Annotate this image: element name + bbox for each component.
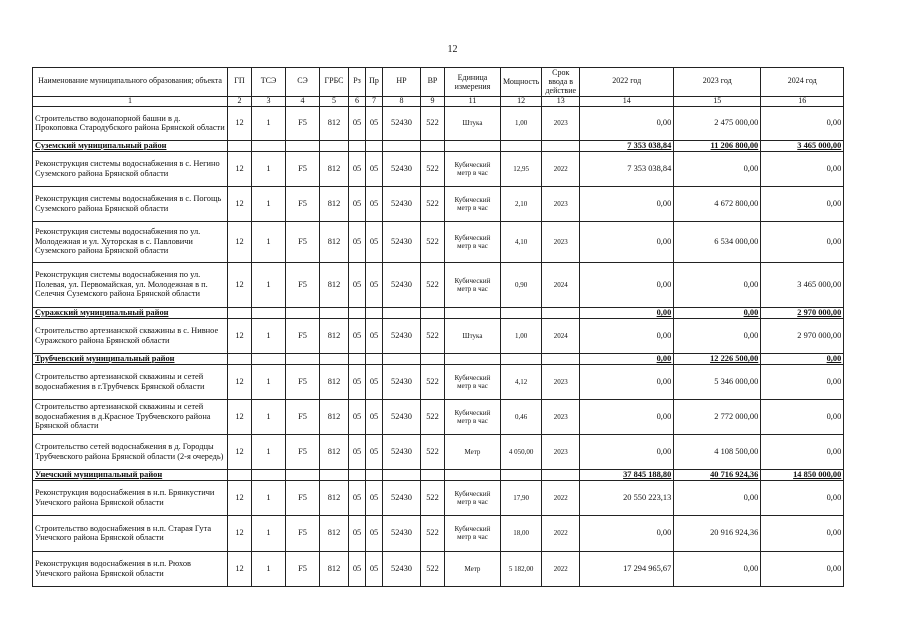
pr-cell: 05 (366, 186, 383, 221)
pr-cell: 05 (366, 151, 383, 186)
district-group-row (33, 307, 844, 318)
header-unit: Единица измерения (445, 68, 501, 97)
power-cell: 18,00 (501, 515, 542, 551)
gp-cell: 12 (228, 106, 252, 140)
header-tse: ТСЭ (252, 68, 286, 97)
tse-cell: 1 (252, 434, 286, 469)
empty-cell (286, 353, 320, 364)
header-grbs: ГРБС (320, 68, 349, 97)
rz-cell: 05 (349, 364, 366, 399)
vr-cell: 522 (421, 221, 445, 262)
grbs-cell: 812 (320, 551, 349, 586)
power-cell: 0,46 (501, 399, 542, 434)
amount-2022: 0,00 (580, 262, 674, 307)
unit-cell: Метр (445, 434, 501, 469)
amount-2023: 2 772 000,00 (674, 399, 761, 434)
col-number: 4 (286, 96, 320, 106)
district-total: 12 226 500,00 (674, 353, 761, 364)
object-name: Реконструкция водоснабжения в н.п. Рюхов Унечского района Брянской области (33, 551, 228, 586)
pr-cell: 05 (366, 399, 383, 434)
object-name: Реконструкция системы водоснабжения по ул. Молодежная и ул. Хуторская в с. Павловичи Суземского района Брянской области (33, 221, 228, 262)
gp-cell: 12 (228, 151, 252, 186)
unit-cell: Метр (445, 551, 501, 586)
header-pr: Пр (366, 68, 383, 97)
col-number: 12 (501, 96, 542, 106)
object-name: Реконструкция системы водоснабжения по ул. Полевая, ул. Первомайская, ул. Молодежная в п. Селечня Суземского района Брянской области (33, 262, 228, 307)
vr-cell: 522 (421, 262, 445, 307)
amount-2022: 17 294 965,67 (580, 551, 674, 586)
amount-2024: 0,00 (761, 151, 844, 186)
col-number: 2 (228, 96, 252, 106)
power-cell: 5 182,00 (501, 551, 542, 586)
empty-cell (320, 353, 349, 364)
nr-cell: 52430 (383, 480, 421, 515)
district-total: 14 850 000,00 (761, 469, 844, 480)
tse-cell: 1 (252, 262, 286, 307)
gp-cell: 12 (228, 551, 252, 586)
object-name: Строительство водонапорной башни в д. Прокоповка Стародубского района Брянской области (33, 106, 228, 140)
empty-cell (228, 353, 252, 364)
district-group-row (33, 469, 844, 480)
se-cell: F5 (286, 186, 320, 221)
amount-2024: 0,00 (761, 515, 844, 551)
col-number: 15 (674, 96, 761, 106)
empty-cell (252, 353, 286, 364)
amount-2024: 0,00 (761, 221, 844, 262)
gp-cell: 12 (228, 262, 252, 307)
empty-cell (383, 140, 421, 151)
unit-cell: Кубический метр в час (445, 186, 501, 221)
se-cell: F5 (286, 364, 320, 399)
se-cell: F5 (286, 151, 320, 186)
rz-cell: 05 (349, 480, 366, 515)
col-number: 14 (580, 96, 674, 106)
grbs-cell: 812 (320, 318, 349, 353)
district-total: 37 845 188,80 (580, 469, 674, 480)
col-number: 13 (542, 96, 580, 106)
amount-2023: 0,00 (674, 551, 761, 586)
rz-cell: 05 (349, 221, 366, 262)
se-cell: F5 (286, 480, 320, 515)
object-name: Строительство артезианской скважины и сетей водоснабжения в д.Красное Трубчевского района Брянской области (33, 399, 228, 434)
vr-cell: 522 (421, 151, 445, 186)
gp-cell: 12 (228, 221, 252, 262)
table-body (33, 68, 844, 587)
header-nr: НР (383, 68, 421, 97)
se-cell: F5 (286, 399, 320, 434)
empty-cell (228, 140, 252, 151)
pr-cell: 05 (366, 262, 383, 307)
empty-cell (349, 307, 366, 318)
district-group-row (33, 140, 844, 151)
nr-cell: 52430 (383, 551, 421, 586)
header-2023: 2023 год (674, 68, 761, 97)
vr-cell: 522 (421, 106, 445, 140)
header-gp: ГП (228, 68, 252, 97)
object-name: Строительство артезианской скважины в с. Нивное Суражского района Брянской области (33, 318, 228, 353)
empty-cell (501, 140, 542, 151)
object-row (33, 151, 844, 186)
unit-cell: Кубический метр в час (445, 480, 501, 515)
unit-cell: Кубический метр в час (445, 399, 501, 434)
amount-2022: 0,00 (580, 221, 674, 262)
amount-2024: 0,00 (761, 364, 844, 399)
pr-cell: 05 (366, 364, 383, 399)
nr-cell: 52430 (383, 318, 421, 353)
district-name: Унечский муниципальный район (33, 469, 228, 480)
empty-cell (366, 469, 383, 480)
power-cell: 4,10 (501, 221, 542, 262)
amount-2023: 4 108 500,00 (674, 434, 761, 469)
nr-cell: 52430 (383, 515, 421, 551)
object-row (33, 262, 844, 307)
term-cell: 2023 (542, 106, 580, 140)
empty-cell (542, 140, 580, 151)
col-number: 11 (445, 96, 501, 106)
amount-2023: 20 916 924,36 (674, 515, 761, 551)
amount-2024: 3 465 000,00 (761, 262, 844, 307)
gp-cell: 12 (228, 399, 252, 434)
rz-cell: 05 (349, 106, 366, 140)
district-group-row (33, 353, 844, 364)
unit-cell: Штука (445, 106, 501, 140)
empty-cell (383, 307, 421, 318)
grbs-cell: 812 (320, 399, 349, 434)
col-number: 16 (761, 96, 844, 106)
empty-cell (286, 307, 320, 318)
empty-cell (501, 307, 542, 318)
page-number: 12 (447, 44, 458, 55)
object-row (33, 318, 844, 353)
empty-cell (421, 353, 445, 364)
col-number: 7 (366, 96, 383, 106)
amount-2023: 0,00 (674, 318, 761, 353)
power-cell: 17,90 (501, 480, 542, 515)
tse-cell: 1 (252, 551, 286, 586)
amount-2023: 0,00 (674, 480, 761, 515)
district-total: 0,00 (580, 353, 674, 364)
empty-cell (501, 469, 542, 480)
tse-cell: 1 (252, 151, 286, 186)
pr-cell: 05 (366, 434, 383, 469)
grbs-cell: 812 (320, 434, 349, 469)
empty-cell (542, 307, 580, 318)
power-cell: 2,10 (501, 186, 542, 221)
grbs-cell: 812 (320, 364, 349, 399)
col-number: 9 (421, 96, 445, 106)
rz-cell: 05 (349, 151, 366, 186)
rz-cell: 05 (349, 399, 366, 434)
power-cell: 12,95 (501, 151, 542, 186)
unit-cell: Кубический метр в час (445, 262, 501, 307)
term-cell: 2023 (542, 221, 580, 262)
empty-cell (445, 469, 501, 480)
grbs-cell: 812 (320, 515, 349, 551)
object-name: Строительство артезианской скважины и сетей водоснабжения в г.Трубчевск Брянской области (33, 364, 228, 399)
amount-2023: 0,00 (674, 262, 761, 307)
district-name: Суражский муниципальный район (33, 307, 228, 318)
unit-cell: Кубический метр в час (445, 515, 501, 551)
empty-cell (366, 353, 383, 364)
amount-2022: 0,00 (580, 106, 674, 140)
rz-cell: 05 (349, 434, 366, 469)
object-row (33, 434, 844, 469)
tse-cell: 1 (252, 515, 286, 551)
header-term: Срок ввода в действие (542, 68, 580, 97)
empty-cell (228, 469, 252, 480)
amount-2022: 0,00 (580, 364, 674, 399)
empty-cell (421, 140, 445, 151)
budget-table (32, 67, 844, 587)
power-cell: 0,90 (501, 262, 542, 307)
object-row (33, 106, 844, 140)
term-cell: 2024 (542, 262, 580, 307)
header-se: СЭ (286, 68, 320, 97)
district-total: 0,00 (580, 307, 674, 318)
amount-2024: 2 970 000,00 (761, 318, 844, 353)
term-cell: 2023 (542, 364, 580, 399)
amount-2023: 5 346 000,00 (674, 364, 761, 399)
amount-2022: 0,00 (580, 515, 674, 551)
amount-2024: 0,00 (761, 186, 844, 221)
empty-cell (252, 307, 286, 318)
grbs-cell: 812 (320, 151, 349, 186)
nr-cell: 52430 (383, 186, 421, 221)
nr-cell: 52430 (383, 106, 421, 140)
nr-cell: 52430 (383, 221, 421, 262)
col-number: 5 (320, 96, 349, 106)
grbs-cell: 812 (320, 221, 349, 262)
se-cell: F5 (286, 221, 320, 262)
pr-cell: 05 (366, 551, 383, 586)
grbs-cell: 812 (320, 106, 349, 140)
empty-cell (542, 353, 580, 364)
object-row (33, 515, 844, 551)
district-total: 0,00 (674, 307, 761, 318)
se-cell: F5 (286, 515, 320, 551)
nr-cell: 52430 (383, 399, 421, 434)
empty-cell (501, 353, 542, 364)
header-name: Наименование муниципального образования; объекта (33, 68, 228, 97)
tse-cell: 1 (252, 106, 286, 140)
gp-cell: 12 (228, 318, 252, 353)
object-name: Строительство сетей водоснабжения в д. Городцы Трубчевского района Брянской области (2-я очередь) (33, 434, 228, 469)
district-total: 2 970 000,00 (761, 307, 844, 318)
district-total: 0,00 (761, 353, 844, 364)
header-2022: 2022 год (580, 68, 674, 97)
grbs-cell: 812 (320, 480, 349, 515)
empty-cell (445, 140, 501, 151)
amount-2023: 0,00 (674, 151, 761, 186)
vr-cell: 522 (421, 318, 445, 353)
unit-cell: Кубический метр в час (445, 151, 501, 186)
object-name: Реконструкция водоснабжения в н.п. Брянкустичи Унечского района Брянской области (33, 480, 228, 515)
amount-2022: 0,00 (580, 186, 674, 221)
empty-cell (383, 469, 421, 480)
power-cell: 4,12 (501, 364, 542, 399)
col-number: 6 (349, 96, 366, 106)
empty-cell (349, 140, 366, 151)
nr-cell: 52430 (383, 364, 421, 399)
empty-cell (320, 307, 349, 318)
column-number-row (33, 96, 844, 106)
unit-cell: Кубический метр в час (445, 364, 501, 399)
se-cell: F5 (286, 106, 320, 140)
col-number: 3 (252, 96, 286, 106)
amount-2023: 6 534 000,00 (674, 221, 761, 262)
nr-cell: 52430 (383, 434, 421, 469)
vr-cell: 522 (421, 434, 445, 469)
district-total: 7 353 038,84 (580, 140, 674, 151)
amount-2022: 0,00 (580, 399, 674, 434)
amount-2024: 0,00 (761, 551, 844, 586)
empty-cell (320, 140, 349, 151)
amount-2022: 0,00 (580, 434, 674, 469)
se-cell: F5 (286, 318, 320, 353)
object-row (33, 221, 844, 262)
object-name: Реконструкция системы водоснабжения в с. Негино Суземского района Брянской области (33, 151, 228, 186)
col-number: 8 (383, 96, 421, 106)
object-name: Реконструкция системы водоснабжения в с. Погощь Суземского района Брянской области (33, 186, 228, 221)
gp-cell: 12 (228, 480, 252, 515)
tse-cell: 1 (252, 364, 286, 399)
tse-cell: 1 (252, 221, 286, 262)
object-row (33, 186, 844, 221)
tse-cell: 1 (252, 399, 286, 434)
vr-cell: 522 (421, 364, 445, 399)
term-cell: 2022 (542, 551, 580, 586)
empty-cell (252, 140, 286, 151)
object-row (33, 551, 844, 586)
header-row (33, 68, 844, 97)
empty-cell (542, 469, 580, 480)
rz-cell: 05 (349, 551, 366, 586)
term-cell: 2022 (542, 515, 580, 551)
district-total: 40 716 924,36 (674, 469, 761, 480)
object-row (33, 364, 844, 399)
rz-cell: 05 (349, 318, 366, 353)
amount-2024: 0,00 (761, 106, 844, 140)
gp-cell: 12 (228, 364, 252, 399)
header-2024: 2024 год (761, 68, 844, 97)
amount-2024: 0,00 (761, 399, 844, 434)
amount-2023: 2 475 000,00 (674, 106, 761, 140)
district-total: 3 465 000,00 (761, 140, 844, 151)
amount-2024: 0,00 (761, 434, 844, 469)
se-cell: F5 (286, 262, 320, 307)
empty-cell (421, 469, 445, 480)
amount-2022: 20 550 223,13 (580, 480, 674, 515)
tse-cell: 1 (252, 318, 286, 353)
col-number: 1 (33, 96, 228, 106)
vr-cell: 522 (421, 399, 445, 434)
district-name: Суземский муниципальный район (33, 140, 228, 151)
header-rz: Рз (349, 68, 366, 97)
power-cell: 1,00 (501, 318, 542, 353)
gp-cell: 12 (228, 515, 252, 551)
empty-cell (366, 140, 383, 151)
object-row (33, 480, 844, 515)
amount-2022: 7 353 038,84 (580, 151, 674, 186)
grbs-cell: 812 (320, 262, 349, 307)
header-vr: ВР (421, 68, 445, 97)
se-cell: F5 (286, 434, 320, 469)
term-cell: 2024 (542, 318, 580, 353)
term-cell: 2023 (542, 399, 580, 434)
unit-cell: Штука (445, 318, 501, 353)
rz-cell: 05 (349, 515, 366, 551)
tse-cell: 1 (252, 186, 286, 221)
pr-cell: 05 (366, 221, 383, 262)
empty-cell (252, 469, 286, 480)
district-name: Трубчевский муниципальный район (33, 353, 228, 364)
amount-2022: 0,00 (580, 318, 674, 353)
pr-cell: 05 (366, 318, 383, 353)
rz-cell: 05 (349, 186, 366, 221)
nr-cell: 52430 (383, 262, 421, 307)
empty-cell (320, 469, 349, 480)
power-cell: 1,00 (501, 106, 542, 140)
vr-cell: 522 (421, 186, 445, 221)
empty-cell (228, 307, 252, 318)
term-cell: 2023 (542, 186, 580, 221)
pr-cell: 05 (366, 106, 383, 140)
object-row (33, 399, 844, 434)
vr-cell: 522 (421, 480, 445, 515)
empty-cell (421, 307, 445, 318)
object-name: Строительство водоснабжения в н.п. Старая Гута Унечского района Брянской области (33, 515, 228, 551)
se-cell: F5 (286, 551, 320, 586)
amount-2024: 0,00 (761, 480, 844, 515)
district-total: 11 206 800,00 (674, 140, 761, 151)
nr-cell: 52430 (383, 151, 421, 186)
pr-cell: 05 (366, 515, 383, 551)
empty-cell (349, 469, 366, 480)
grbs-cell: 812 (320, 186, 349, 221)
term-cell: 2022 (542, 151, 580, 186)
empty-cell (445, 307, 501, 318)
term-cell: 2023 (542, 434, 580, 469)
empty-cell (383, 353, 421, 364)
empty-cell (445, 353, 501, 364)
rz-cell: 05 (349, 262, 366, 307)
vr-cell: 522 (421, 551, 445, 586)
empty-cell (349, 353, 366, 364)
term-cell: 2022 (542, 480, 580, 515)
empty-cell (286, 140, 320, 151)
gp-cell: 12 (228, 186, 252, 221)
empty-cell (286, 469, 320, 480)
vr-cell: 522 (421, 515, 445, 551)
pr-cell: 05 (366, 480, 383, 515)
tse-cell: 1 (252, 480, 286, 515)
power-cell: 4 050,00 (501, 434, 542, 469)
gp-cell: 12 (228, 434, 252, 469)
header-power: Мощность (501, 68, 542, 97)
amount-2023: 4 672 800,00 (674, 186, 761, 221)
unit-cell: Кубический метр в час (445, 221, 501, 262)
empty-cell (366, 307, 383, 318)
